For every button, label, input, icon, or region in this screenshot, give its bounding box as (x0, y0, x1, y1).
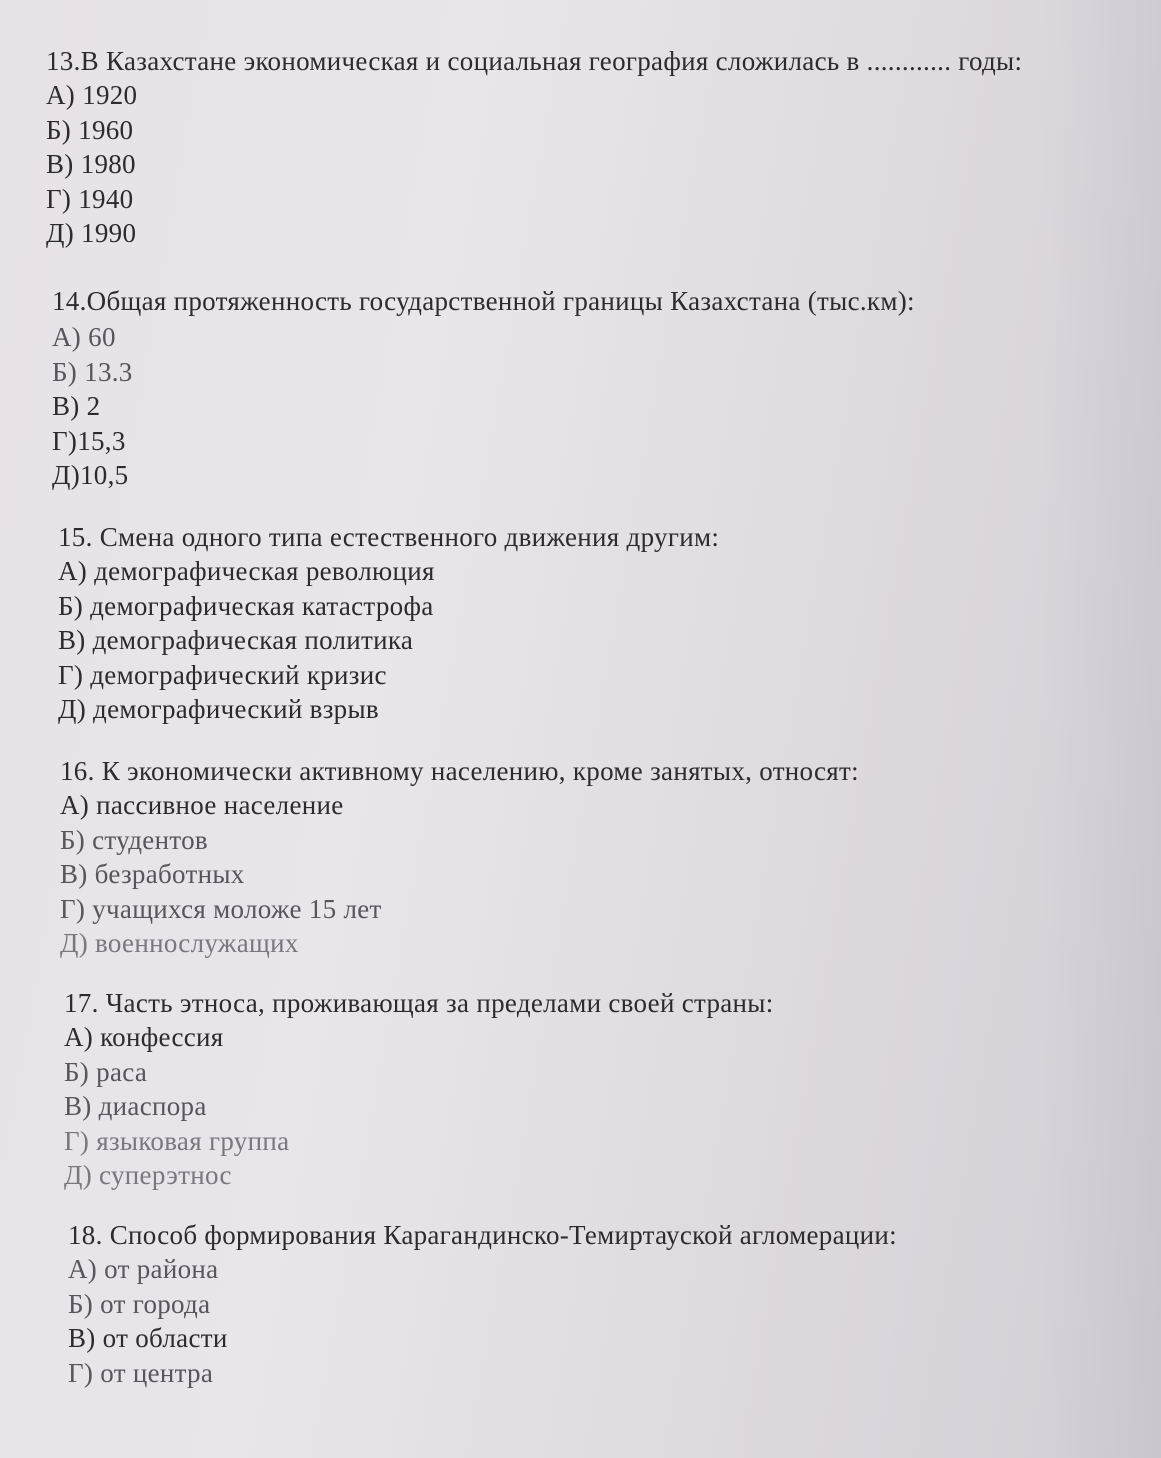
answer-option: Б) демографическая катастрофа (58, 590, 434, 621)
answer-option: Б) студентов (60, 824, 208, 855)
answer-option: Г) языковая группа (64, 1125, 290, 1156)
answer-option: Д) 1990 (46, 218, 137, 248)
question-17 (64, 986, 774, 1193)
question-text: 18. Способ формирования Карагандинско-Темиртауской агломерации: (68, 1220, 897, 1250)
answer-option: Г) учащихся моложе 15 лет (60, 893, 382, 924)
answer-option: А) от района (68, 1254, 219, 1284)
answer-option: В) от области (68, 1323, 228, 1353)
answer-options (64, 1020, 774, 1193)
answer-option: А) демографическая революция (58, 556, 435, 586)
answer-option: В) 2 (52, 391, 101, 421)
answer-option: В) диаспора (64, 1091, 207, 1121)
answer-option: А) 60 (52, 322, 116, 352)
question-18 (68, 1218, 897, 1390)
answer-option: Г) демографический кризис (58, 659, 387, 690)
question-14 (52, 284, 915, 493)
answer-option: А) пассивное население (60, 790, 344, 820)
answer-option: Б) 13.3 (52, 356, 133, 387)
answer-option: Г)15,3 (52, 425, 126, 456)
answer-option: Д)10,5 (52, 460, 129, 490)
answer-option: Б) от города (68, 1288, 211, 1319)
page-shadow (1041, 0, 1161, 1458)
answer-option: Г) 1940 (46, 183, 134, 214)
answer-option: Д) суперэтнос (64, 1160, 232, 1190)
answer-options (60, 788, 859, 961)
question-15 (58, 520, 719, 727)
question-16 (60, 754, 859, 961)
answer-option: Б) 1960 (46, 114, 134, 145)
question-text: 16. К экономически активному населению, кроме занятых, относят: (60, 756, 859, 786)
answer-option: Г) от центра (68, 1357, 214, 1388)
answer-options (52, 320, 915, 493)
answer-option: В) безработных (60, 859, 245, 889)
question-text: 15. Смена одного типа естественного движения другим: (58, 522, 720, 552)
answer-option: В) демографическая политика (58, 625, 414, 655)
answer-option: А) 1920 (46, 80, 138, 110)
answer-options (58, 554, 719, 727)
answer-option: Б) раса (64, 1056, 148, 1087)
question-text: 13.В Казахстане экономическая и социальная география сложилась в ............ годы: (46, 46, 1023, 76)
answer-options (68, 1252, 897, 1390)
answer-options (46, 78, 1022, 251)
question-text: 17. Часть этноса, проживающая за пределами своей страны: (64, 988, 774, 1018)
question-text: 14.Общая протяженность государственной границы Казахстана (тыс.км): (52, 286, 915, 316)
question-13 (46, 44, 1022, 251)
answer-option: Д) демографический взрыв (58, 694, 379, 724)
answer-option: А) конфессия (64, 1022, 224, 1052)
answer-option: Д) военнослужащих (60, 928, 299, 958)
answer-option: В) 1980 (46, 149, 136, 179)
